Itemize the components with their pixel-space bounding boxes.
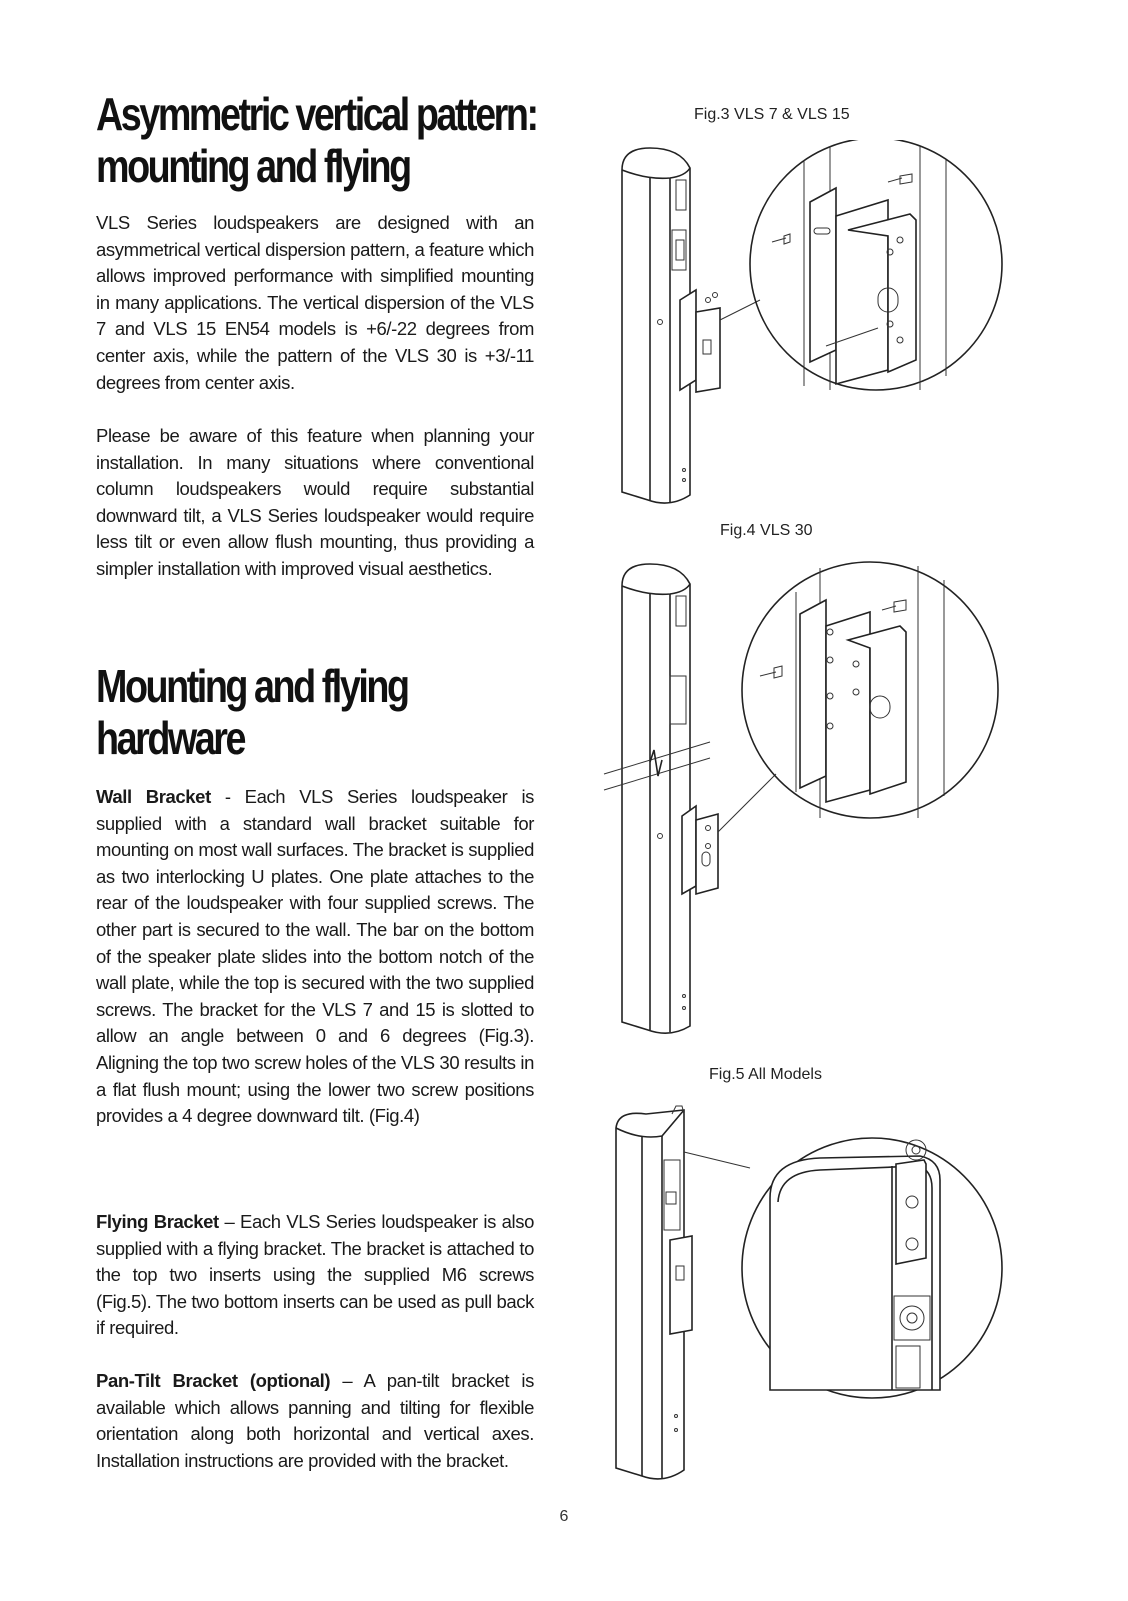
pan-tilt-label: Pan-Tilt Bracket (optional): [96, 1370, 331, 1391]
flying-bracket-text: – Each VLS Series loudspeaker is also supplied with a flying bracket. The bracket is attached to the top two inserts using the supplied M6 screws (Fig.5). The two bottom inserts can be used as pull back if required.: [96, 1211, 534, 1339]
section-title-line2: hardware: [96, 712, 245, 764]
flying-bracket-label: Flying Bracket: [96, 1211, 219, 1232]
fig3-illustration: [600, 140, 1010, 510]
fig4-illustration: [600, 556, 1010, 1042]
page-number: 6: [559, 1508, 569, 1525]
paragraph-pan-tilt: [96, 1368, 534, 1474]
fig5-illustration: [600, 1100, 1010, 1485]
fig4-caption: Fig.4 VLS 30: [720, 522, 813, 539]
section-title-line1: Asymmetric vertical pattern:: [96, 88, 537, 140]
paragraph-dispersion: VLS Series loudspeakers are designed with an asymmetrical vertical dispersion pattern, a feature which allows improved performance with simplified mounting in many applications. The vertical dispersion of the VLS 7 and VLS 15 EN54 models is +6/-22 degrees from center axis, while the pattern of the VLS 30 is +3/-11 degrees from center axis.: [96, 212, 534, 393]
fig5-caption: Fig.5 All Models: [709, 1066, 822, 1083]
paragraph-wall-bracket: [96, 784, 534, 1130]
section-title-hardware: [96, 660, 408, 764]
pan-tilt-text: – A pan-tilt bracket is available which allows panning and tilting for flexible orientation along both horizontal and vertical axes. Installation instructions are provided with the bracket.: [96, 1370, 534, 1471]
section-title-line1: Mounting and flying: [96, 660, 408, 712]
wall-bracket-label: Wall Bracket: [96, 786, 211, 807]
wall-bracket-text: - Each VLS Series loudspeaker is supplied with a standard wall bracket suitable for mounting on most wall surfaces. The bracket is supplied as two interlocking U plates. One plate attaches to the rear of the loudspeaker with four supplied screws. The other part is secured to the wall. The bar on the bottom of the speaker plate slides into the bottom notch of the wall plate, while the top is secured with the two supplied screws. The bracket for the VLS 7 and 15 is slotted to allow an angle between 0 and 6 degrees (Fig.3). Aligning the top two screw holes of the VLS 30 results in a flat flush mount; using the lower two screw positions provides a 4 degree downward tilt. (Fig.4): [96, 786, 535, 1127]
fig3-caption: Fig.3 VLS 7 & VLS 15: [694, 106, 850, 123]
paragraph-flying-bracket: [96, 1209, 534, 1342]
section-title-asymmetric: [96, 88, 537, 192]
section-title-line2: mounting and flying: [96, 140, 410, 192]
paragraph-planning: Please be aware of this feature when planning your installation. In many situations where conventional column loudspeakers would require substantial downward tilt, a VLS Series loudspeaker would require less tilt or even allow flush mounting, thus providing a simpler installation with improved visual aesthetics.: [96, 425, 534, 579]
